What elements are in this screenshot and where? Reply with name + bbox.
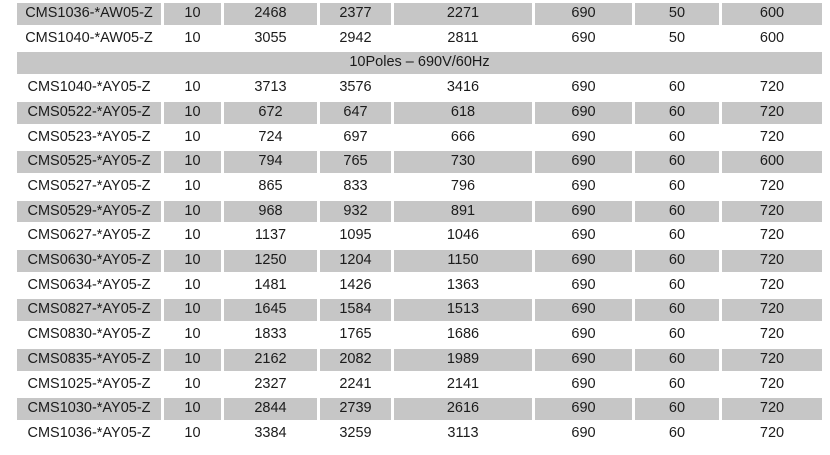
table-cell: 2162 xyxy=(224,349,317,371)
table-cell: 10 xyxy=(164,225,221,247)
table-cell: 2141 xyxy=(394,374,532,396)
table-cell: 968 xyxy=(224,201,317,223)
table-cell: 10 xyxy=(164,151,221,173)
table-row xyxy=(17,374,822,396)
table-cell: 720 xyxy=(722,127,822,149)
table-cell: 666 xyxy=(394,127,532,149)
table-row xyxy=(17,201,822,223)
table-cell: 10 xyxy=(164,398,221,420)
table-cell: 1481 xyxy=(224,275,317,297)
table-cell: 618 xyxy=(394,102,532,124)
table-row xyxy=(17,176,822,198)
table-cell: 720 xyxy=(722,398,822,420)
table-cell: 3576 xyxy=(320,77,391,99)
table-cell: 690 xyxy=(535,299,632,321)
table-cell: 690 xyxy=(535,398,632,420)
table-cell: 60 xyxy=(635,299,719,321)
table-cell: 3055 xyxy=(224,28,317,50)
table-row xyxy=(17,275,822,297)
table-cell: 690 xyxy=(535,176,632,198)
table-cell: 720 xyxy=(722,423,822,445)
table-cell: 10 xyxy=(164,250,221,272)
model-cell: CMS0529-*AY05-Z xyxy=(17,201,161,223)
table-cell: 2327 xyxy=(224,374,317,396)
table-cell: 1363 xyxy=(394,275,532,297)
table-cell: 10 xyxy=(164,77,221,99)
spec-table xyxy=(14,0,825,448)
table-cell: 1833 xyxy=(224,324,317,346)
model-cell: CMS0522-*AY05-Z xyxy=(17,102,161,124)
table-cell: 10 xyxy=(164,423,221,445)
table-cell: 720 xyxy=(722,275,822,297)
table-row xyxy=(17,299,822,321)
table-cell: 10 xyxy=(164,374,221,396)
table-cell: 3384 xyxy=(224,423,317,445)
table-cell: 891 xyxy=(394,201,532,223)
table-cell: 720 xyxy=(722,77,822,99)
table-cell: 1765 xyxy=(320,324,391,346)
table-cell: 2377 xyxy=(320,3,391,25)
table-cell: 60 xyxy=(635,275,719,297)
table-cell: 600 xyxy=(722,3,822,25)
table-cell: 1095 xyxy=(320,225,391,247)
table-cell: 10 xyxy=(164,201,221,223)
table-row xyxy=(17,102,822,124)
model-cell: CMS1036-*AY05-Z xyxy=(17,423,161,445)
table-cell: 672 xyxy=(224,102,317,124)
table-cell: 724 xyxy=(224,127,317,149)
model-cell: CMS1040-*AY05-Z xyxy=(17,77,161,99)
table-cell: 60 xyxy=(635,127,719,149)
model-cell: CMS0630-*AY05-Z xyxy=(17,250,161,272)
table-cell: 2739 xyxy=(320,398,391,420)
model-cell: CMS1030-*AY05-Z xyxy=(17,398,161,420)
table-cell: 690 xyxy=(535,3,632,25)
table-row xyxy=(17,127,822,149)
table-cell: 690 xyxy=(535,324,632,346)
table-row xyxy=(17,3,822,25)
table-cell: 720 xyxy=(722,349,822,371)
table-cell: 1513 xyxy=(394,299,532,321)
table-cell: 600 xyxy=(722,151,822,173)
table-cell: 690 xyxy=(535,275,632,297)
table-row xyxy=(17,250,822,272)
table-cell: 60 xyxy=(635,102,719,124)
table-cell: 3259 xyxy=(320,423,391,445)
model-cell: CMS0634-*AY05-Z xyxy=(17,275,161,297)
table-cell: 690 xyxy=(535,225,632,247)
table-cell: 10 xyxy=(164,102,221,124)
model-cell: CMS1025-*AY05-Z xyxy=(17,374,161,396)
table-cell: 690 xyxy=(535,423,632,445)
table-cell: 60 xyxy=(635,77,719,99)
table-cell: 2271 xyxy=(394,3,532,25)
table-cell: 2844 xyxy=(224,398,317,420)
table-cell: 3113 xyxy=(394,423,532,445)
table-cell: 720 xyxy=(722,250,822,272)
table-row xyxy=(17,28,822,50)
table-cell: 2616 xyxy=(394,398,532,420)
model-cell: CMS0523-*AY05-Z xyxy=(17,127,161,149)
table-cell: 1204 xyxy=(320,250,391,272)
table-cell: 697 xyxy=(320,127,391,149)
table-cell: 720 xyxy=(722,299,822,321)
table-cell: 690 xyxy=(535,77,632,99)
table-cell: 10 xyxy=(164,127,221,149)
table-cell: 720 xyxy=(722,225,822,247)
table-cell: 794 xyxy=(224,151,317,173)
table-cell: 2811 xyxy=(394,28,532,50)
table-cell: 2942 xyxy=(320,28,391,50)
table-cell: 720 xyxy=(722,201,822,223)
table-cell: 690 xyxy=(535,250,632,272)
table-cell: 2082 xyxy=(320,349,391,371)
table-cell: 10 xyxy=(164,324,221,346)
model-cell: CMS1036-*AW05-Z xyxy=(17,3,161,25)
table-cell: 647 xyxy=(320,102,391,124)
table-cell: 10 xyxy=(164,275,221,297)
table-cell: 1989 xyxy=(394,349,532,371)
table-cell: 690 xyxy=(535,374,632,396)
table-cell: 865 xyxy=(224,176,317,198)
table-cell: 833 xyxy=(320,176,391,198)
model-cell: CMS0527-*AY05-Z xyxy=(17,176,161,198)
table-cell: 10 xyxy=(164,176,221,198)
table-cell: 690 xyxy=(535,102,632,124)
section-header-row xyxy=(17,52,822,74)
table-cell: 690 xyxy=(535,201,632,223)
table-cell: 730 xyxy=(394,151,532,173)
table-cell: 1137 xyxy=(224,225,317,247)
table-cell: 60 xyxy=(635,225,719,247)
table-cell: 60 xyxy=(635,176,719,198)
model-cell: CMS0525-*AY05-Z xyxy=(17,151,161,173)
table-cell: 10 xyxy=(164,349,221,371)
table-cell: 60 xyxy=(635,201,719,223)
table-cell: 3713 xyxy=(224,77,317,99)
table-cell: 60 xyxy=(635,349,719,371)
table-row xyxy=(17,225,822,247)
table-cell: 1686 xyxy=(394,324,532,346)
table-row xyxy=(17,423,822,445)
table-cell: 60 xyxy=(635,398,719,420)
table-cell: 690 xyxy=(535,127,632,149)
table-cell: 690 xyxy=(535,349,632,371)
table-cell: 1046 xyxy=(394,225,532,247)
table-cell: 720 xyxy=(722,176,822,198)
table-cell: 10 xyxy=(164,28,221,50)
table-cell: 2241 xyxy=(320,374,391,396)
table-cell: 1645 xyxy=(224,299,317,321)
table-cell: 720 xyxy=(722,324,822,346)
table-cell: 60 xyxy=(635,151,719,173)
table-cell: 60 xyxy=(635,374,719,396)
table-cell: 720 xyxy=(722,374,822,396)
table-cell: 690 xyxy=(535,28,632,50)
table-cell: 690 xyxy=(535,151,632,173)
model-cell: CMS0827-*AY05-Z xyxy=(17,299,161,321)
table-cell: 60 xyxy=(635,324,719,346)
table-row xyxy=(17,324,822,346)
table-cell: 720 xyxy=(722,102,822,124)
table-cell: 765 xyxy=(320,151,391,173)
table-cell: 60 xyxy=(635,423,719,445)
table-cell: 2468 xyxy=(224,3,317,25)
table-cell: 3416 xyxy=(394,77,532,99)
table-cell: 10 xyxy=(164,3,221,25)
table-cell: 1150 xyxy=(394,250,532,272)
table-row xyxy=(17,349,822,371)
table-row xyxy=(17,77,822,99)
model-cell: CMS0830-*AY05-Z xyxy=(17,324,161,346)
table-cell: 1584 xyxy=(320,299,391,321)
table-cell: 10 xyxy=(164,299,221,321)
table-cell: 932 xyxy=(320,201,391,223)
table-cell: 60 xyxy=(635,250,719,272)
table-row xyxy=(17,398,822,420)
table-cell: 1426 xyxy=(320,275,391,297)
model-cell: CMS1040-*AW05-Z xyxy=(17,28,161,50)
table-cell: 50 xyxy=(635,28,719,50)
section-header-label: 10Poles – 690V/60Hz xyxy=(17,52,822,74)
table-cell: 600 xyxy=(722,28,822,50)
table-cell: 50 xyxy=(635,3,719,25)
table-cell: 796 xyxy=(394,176,532,198)
model-cell: CMS0835-*AY05-Z xyxy=(17,349,161,371)
table-cell: 1250 xyxy=(224,250,317,272)
model-cell: CMS0627-*AY05-Z xyxy=(17,225,161,247)
table-row xyxy=(17,151,822,173)
